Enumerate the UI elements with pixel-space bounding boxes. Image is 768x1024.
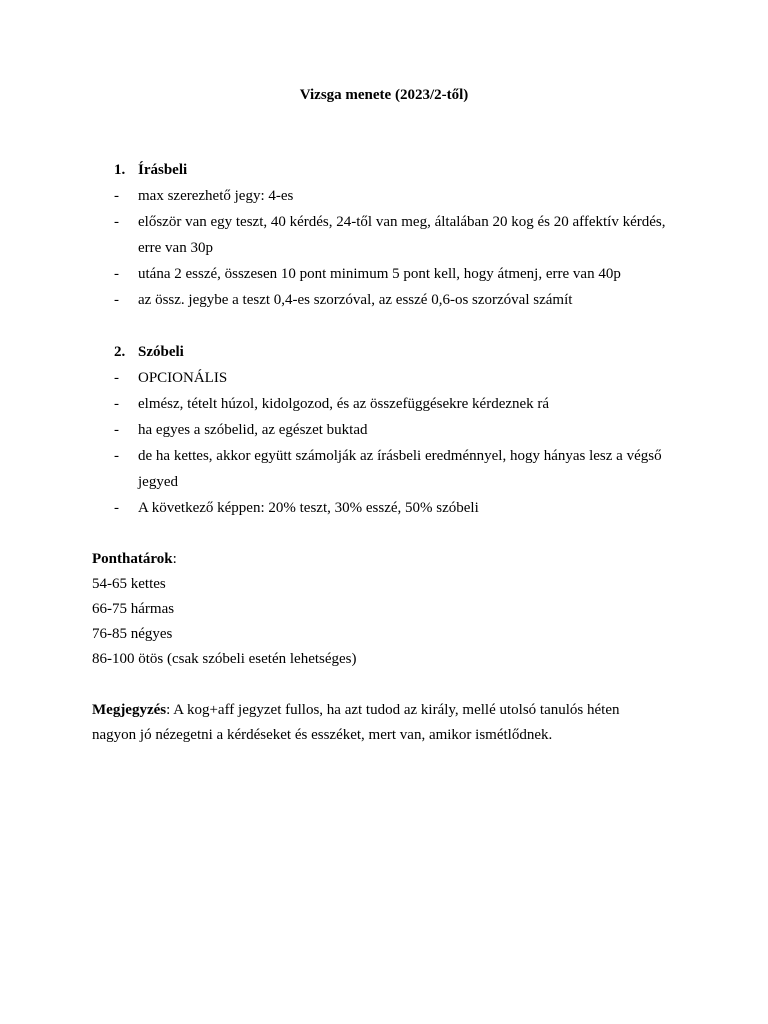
dash-bullet: - — [114, 266, 119, 282]
dash-bullet: - — [114, 370, 119, 386]
list-item — [92, 261, 692, 287]
section-irasbeli — [92, 157, 692, 313]
list-item — [92, 183, 692, 209]
list-item-text: először van egy teszt, 40 kérdés, 24-től van meg, általában 20 kog és 20 affektív kérdés, erre van 30p — [138, 214, 666, 256]
threshold-line: 66-75 hármas — [92, 601, 175, 617]
thresholds-block — [92, 547, 652, 672]
list-item — [92, 417, 692, 443]
dash-bullet: - — [114, 214, 119, 230]
list-item-text: max szerezhető jegy: 4-es — [138, 188, 294, 204]
list-item-text: elmész, tételt húzol, kidolgozod, és az összefüggésekre kérdeznek rá — [138, 396, 550, 412]
section-szobeli — [92, 339, 692, 521]
dash-bullet: - — [114, 500, 119, 516]
section-title: Írásbeli — [138, 162, 188, 178]
threshold-line: 76-85 négyes — [92, 626, 173, 642]
dash-bullet: - — [114, 396, 119, 412]
list-item-text: az össz. jegybe a teszt 0,4-es szorzóval, az esszé 0,6-os szorzóval számít — [138, 292, 573, 308]
list-item-text: de ha kettes, akkor együtt számolják az írásbeli eredménnyel, hogy hányas lesz a végső jegyed — [138, 448, 662, 490]
dash-bullet: - — [114, 292, 119, 308]
note-block — [92, 698, 652, 748]
document-title: Vizsga menete (2023/2-től) — [299, 87, 469, 103]
thresholds-label: Ponthatárok — [92, 551, 173, 567]
section-number: 1. — [114, 162, 126, 178]
list-item-text: OPCIONÁLIS — [138, 370, 228, 386]
dash-bullet: - — [114, 422, 119, 438]
dash-bullet: - — [114, 448, 119, 464]
note-label: Megjegyzés — [92, 702, 167, 718]
list-item — [92, 365, 692, 391]
list-item — [92, 391, 692, 417]
threshold-line: 86-100 ötös (csak szóbeli esetén lehetséges) — [92, 651, 357, 667]
note-text: : A kog+aff jegyzet fullos, ha azt tudod az király, mellé utolsó tanulós héten nagyon jó nézegetni a kérdéseket és esszéket, mert van, amikor ismétlődnek. — [92, 702, 620, 743]
thresholds-heading — [92, 547, 652, 572]
thresholds-colon: : — [172, 551, 177, 567]
section-number: 2. — [114, 344, 126, 360]
list-item — [92, 287, 692, 313]
list-item-text: ha egyes a szóbelid, az egészet buktad — [138, 422, 368, 438]
section-heading — [92, 339, 692, 365]
list-item — [92, 495, 692, 521]
list-item — [92, 443, 692, 495]
list-item-text: utána 2 esszé, összesen 10 pont minimum 5 pont kell, hogy átmenj, erre van 40p — [138, 266, 621, 282]
list-item — [92, 209, 692, 261]
section-heading — [92, 157, 692, 183]
dash-bullet: - — [114, 188, 119, 204]
list-item-text: A következő képpen: 20% teszt, 30% esszé, 50% szóbeli — [138, 500, 479, 516]
threshold-line: 54-65 kettes — [92, 576, 166, 592]
section-title: Szóbeli — [138, 344, 184, 360]
